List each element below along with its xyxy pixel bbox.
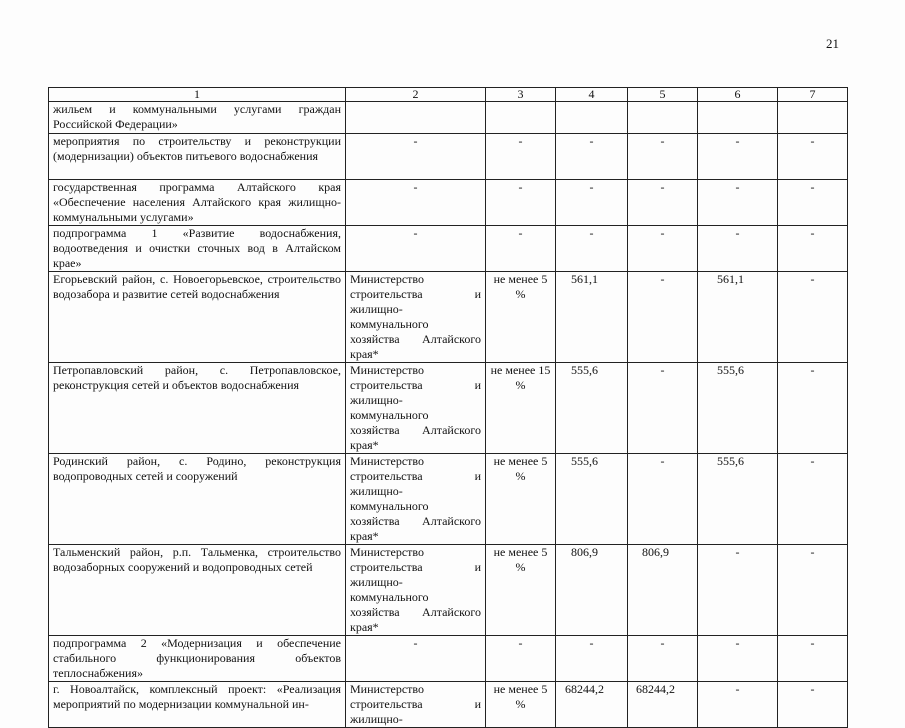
value-cell <box>778 102 848 134</box>
value-cell: - <box>628 134 698 180</box>
value-cell: - <box>778 545 848 636</box>
measure-cell: Егорьевский район, с. Новоегорьевское, строительство водозабора и развитие сетей водоснабжения <box>49 272 346 363</box>
total-cell: - <box>556 636 628 682</box>
table-row <box>49 180 848 226</box>
total-cell: - <box>556 134 628 180</box>
value-cell: 561,1 <box>698 272 778 363</box>
total-cell: - <box>556 180 628 226</box>
measure-cell: подпрограмма 1 «Развитие водоснабжения, водоотведения и очистки сточных вод в Алтайском крае» <box>49 226 346 272</box>
table-row <box>49 545 848 636</box>
column-header: 2 <box>346 88 486 102</box>
value-cell: - <box>778 226 848 272</box>
measure-cell: Родинский район, с. Родино, реконструкция водопроводных сетей и сооружений <box>49 454 346 545</box>
share-cell: не менее 5 % <box>486 272 556 363</box>
value-cell: - <box>778 180 848 226</box>
executor-cell: Министерство строительства и жилищно-коммунального хозяйства Алтайского края* <box>346 363 486 454</box>
executor-cell: Министерство строительства и жилищно-коммунального хозяйства Алтайского края* <box>346 545 486 636</box>
share-cell: - <box>486 226 556 272</box>
measure-cell: мероприятия по строительству и реконструкции (модернизации) объектов питьевого водоснабжения <box>49 134 346 180</box>
column-header: 3 <box>486 88 556 102</box>
value-cell: - <box>698 545 778 636</box>
value-cell: 555,6 <box>698 363 778 454</box>
table-row <box>49 682 848 728</box>
total-cell: 806,9 <box>556 545 628 636</box>
total-cell: 68244,2 <box>556 682 628 728</box>
share-cell: не менее 5 % <box>486 454 556 545</box>
column-header: 5 <box>628 88 698 102</box>
value-cell: - <box>628 180 698 226</box>
share-cell <box>486 102 556 134</box>
executor-cell: Министерство строительства и жилищно-коммунального хозяйства Алтайского края* <box>346 454 486 545</box>
total-cell: 561,1 <box>556 272 628 363</box>
value-cell: 68244,2 <box>628 682 698 728</box>
table-row <box>49 363 848 454</box>
column-header: 1 <box>49 88 346 102</box>
value-cell: - <box>778 272 848 363</box>
table-row <box>49 636 848 682</box>
table-row <box>49 454 848 545</box>
page-number: 21 <box>826 36 839 51</box>
share-cell: - <box>486 180 556 226</box>
value-cell: - <box>698 682 778 728</box>
share-cell: - <box>486 636 556 682</box>
executor-cell: - <box>346 134 486 180</box>
table-row <box>49 226 848 272</box>
measure-cell: г. Новоалтайск, комплексный проект: «Реализация мероприятий по модернизации коммунальной ин- <box>49 682 346 728</box>
executor-cell: - <box>346 636 486 682</box>
value-cell: - <box>698 134 778 180</box>
value-cell <box>628 102 698 134</box>
value-cell: - <box>778 636 848 682</box>
column-header: 4 <box>556 88 628 102</box>
total-cell: - <box>556 226 628 272</box>
value-cell: - <box>778 682 848 728</box>
value-cell: - <box>628 272 698 363</box>
value-cell: - <box>628 454 698 545</box>
value-cell: - <box>778 363 848 454</box>
measure-cell: жильем и коммунальными услугами граждан Российской Федерации» <box>49 102 346 134</box>
share-cell: - <box>486 134 556 180</box>
value-cell: 555,6 <box>698 454 778 545</box>
value-cell: - <box>778 134 848 180</box>
table-header-row <box>49 88 848 102</box>
measure-cell: государственная программа Алтайского края «Обеспечение населения Алтайского края жилищно-коммунальными услугами» <box>49 180 346 226</box>
budget-table <box>48 87 848 728</box>
share-cell: не менее 5 % <box>486 682 556 728</box>
executor-cell: Министерство строительства и жилищно-коммунального хозяйства Алтайского края* <box>346 272 486 363</box>
value-cell: - <box>778 454 848 545</box>
total-cell <box>556 102 628 134</box>
executor-cell: Министерство строительства и жилищно- <box>346 682 486 728</box>
column-header: 7 <box>778 88 848 102</box>
executor-cell <box>346 102 486 134</box>
share-cell: не менее 5 % <box>486 545 556 636</box>
table-row <box>49 102 848 134</box>
table-row <box>49 272 848 363</box>
column-header: 6 <box>698 88 778 102</box>
executor-cell: - <box>346 180 486 226</box>
value-cell: - <box>628 636 698 682</box>
measure-cell: Петропавловский район, с. Петропавловское, реконструкция сетей и объектов водоснабжения <box>49 363 346 454</box>
value-cell: - <box>698 226 778 272</box>
value-cell: - <box>698 180 778 226</box>
value-cell: 806,9 <box>628 545 698 636</box>
table-row <box>49 134 848 180</box>
total-cell: 555,6 <box>556 363 628 454</box>
value-cell: - <box>628 226 698 272</box>
executor-cell: - <box>346 226 486 272</box>
measure-cell: Тальменский район, р.п. Тальменка, строительство водозаборных сооружений и водопроводных сетей <box>49 545 346 636</box>
measure-cell: подпрограмма 2 «Модернизация и обеспечение стабильного функционирования объектов теплоснабжения» <box>49 636 346 682</box>
value-cell: - <box>698 636 778 682</box>
share-cell: не менее 15 % <box>486 363 556 454</box>
value-cell: - <box>628 363 698 454</box>
total-cell: 555,6 <box>556 454 628 545</box>
value-cell <box>698 102 778 134</box>
